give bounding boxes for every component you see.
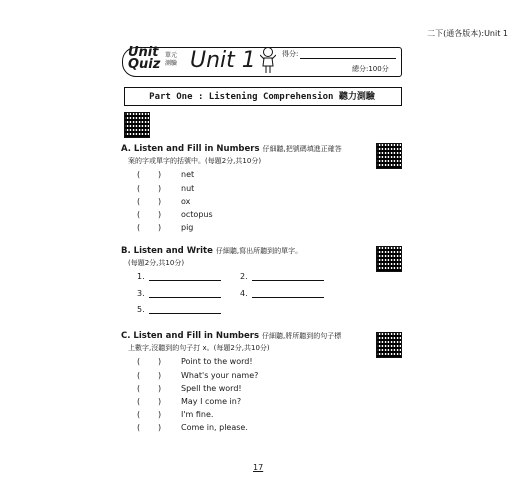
list-item: ( ) I'm fine. [137, 410, 214, 419]
item-text: nut [181, 184, 195, 193]
list-item: ( ) net [137, 170, 195, 179]
list-item: ( ) nut [137, 184, 195, 193]
list-item: ( ) ox [137, 197, 191, 206]
write-line-5[interactable]: 5. [137, 305, 221, 314]
section-a-title: A. Listen and Fill in Numbers [121, 144, 260, 154]
section-a-instruction-1: 仔細聽,把號碼填進正確答 [262, 145, 342, 153]
section-b-instruction-2: (每題2分,共10分) [128, 259, 185, 267]
section-a-heading [121, 144, 342, 154]
list-item: ( ) What's your name? [137, 371, 259, 380]
student-icon [260, 46, 276, 74]
write-line-1[interactable]: 1. [137, 272, 221, 281]
section-b-instruction-1: 仔細聽,寫出所聽到的單字。 [215, 247, 303, 255]
unit-label-1: 單元 [165, 52, 178, 59]
item-text: Point to the word! [181, 357, 253, 366]
qr-code-icon[interactable] [376, 332, 402, 358]
unit-label-zh [165, 52, 177, 68]
write-line-3[interactable]: 3. [137, 289, 221, 298]
write-line-2[interactable]: 2. [240, 272, 324, 281]
list-item: ( ) Spell the word! [137, 384, 242, 393]
section-a-instruction-2: 案的字或單字的括號中。(每題2分,共10分) [128, 157, 262, 165]
section-c-title: C. Listen and Fill in Numbers [121, 331, 260, 341]
page-number: 17 [253, 463, 264, 472]
item-text: octopus [181, 210, 213, 219]
unit-quiz-line1: Unit [128, 45, 159, 60]
item-text: ox [181, 197, 191, 206]
list-item: ( ) octopus [137, 210, 213, 219]
qr-code-icon[interactable] [376, 143, 402, 169]
section-c-heading [121, 331, 341, 341]
section-b-title: B. Listen and Write [121, 246, 213, 256]
item-text: Spell the word! [181, 384, 242, 393]
qr-code-icon[interactable] [124, 112, 150, 138]
item-text: I'm fine. [181, 410, 214, 419]
list-item: ( ) pig [137, 223, 194, 232]
unit-quiz-logo [128, 47, 160, 71]
unit-quiz-line2: Quiz [128, 57, 161, 72]
list-item: ( ) Come in, please. [137, 423, 248, 432]
list-item: ( ) May I come in? [137, 397, 242, 406]
part-one-title: Part One : Listening Comprehension 聽力測驗 [149, 92, 375, 102]
qr-code-icon[interactable] [376, 246, 402, 272]
unit-title: Unit 1 [190, 48, 256, 73]
score-label: 得分: [282, 50, 299, 58]
item-text: net [181, 170, 195, 179]
section-b-heading [121, 246, 302, 256]
item-text: What's your name? [181, 371, 259, 380]
total-score: 總分:100分 [352, 65, 389, 73]
write-line-4[interactable]: 4. [240, 289, 324, 298]
item-text: pig [181, 223, 194, 232]
edition-label: 二下(通各版本):Unit 1 [427, 29, 508, 38]
section-c-instruction-2: 上數字,沒聽到的句子打 x。(每題2分,共10分) [128, 344, 270, 352]
item-text: Come in, please. [181, 423, 248, 432]
list-item: ( ) Point to the word! [137, 357, 253, 366]
item-text: May I come in? [181, 397, 242, 406]
unit-label-2: 測驗 [165, 60, 178, 67]
section-c-instruction-1: 仔細聽,將所聽到的句子標 [262, 332, 342, 340]
score-line [300, 58, 396, 59]
